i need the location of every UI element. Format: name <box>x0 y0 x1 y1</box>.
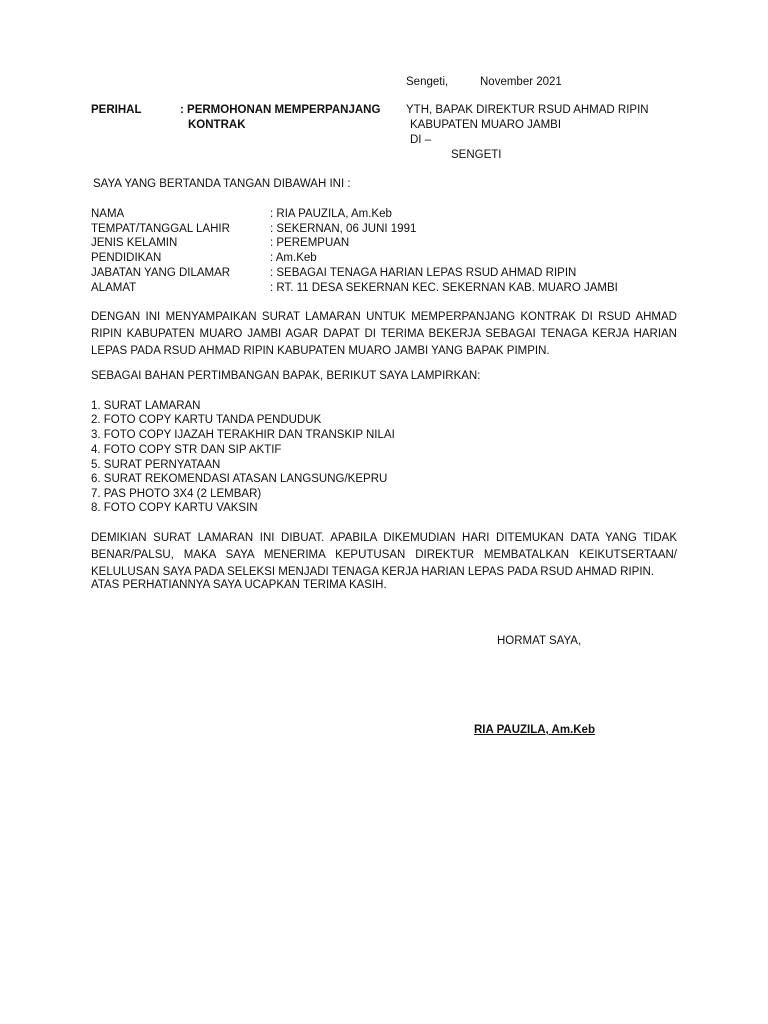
identity-label-gender: JENIS KELAMIN <box>91 237 178 249</box>
identity-value-address: : RT. 11 DESA SEKERNAN KEC. SEKERNAN KAB. MUARO JAMBI <box>270 282 618 294</box>
intro-statement: SAYA YANG BERTANDA TANGAN DIBAWAH INI : <box>93 178 351 190</box>
attachment-item: 5. SURAT PERNYATAAN <box>91 459 221 471</box>
letter-place: Sengeti, <box>406 76 449 88</box>
identity-label-address: ALAMAT <box>91 282 137 294</box>
subject-line-1: : PERMOHONAN MEMPERPANJANG <box>180 104 381 116</box>
signature-name: RIA PAUZILA, Am.Keb <box>474 724 595 736</box>
identity-value-position: : SEBAGAI TENAGA HARIAN LEPAS RSUD AHMAD RIPIN <box>270 267 577 279</box>
recipient-line-1: YTH, BAPAK DIREKTUR RSUD AHMAD RIPIN <box>406 104 649 116</box>
identity-label-birth: TEMPAT/TANGGAL LAHIR <box>91 223 230 235</box>
attachment-item: 8. FOTO COPY KARTU VAKSIN <box>91 502 258 514</box>
subject-line-2: KONTRAK <box>188 119 246 131</box>
identity-label-position: JABATAN YANG DILAMAR <box>91 267 231 279</box>
body-paragraph-1: DENGAN INI MENYAMPAIKAN SURAT LAMARAN UNTUK MEMPERPANJANG KONTRAK DI RSUD AHMAD RIPIN KABUPATEN MUARO JAMBI AGAR DAPAT DI TERIMA BEKERJA SEBAGAI TENAGA KERJA HARIAN LEPAS PADA RSUD AHMAD RIPIN KABUPATEN MUARO JAMBI YANG BAPAK PIMPIN. <box>91 311 677 357</box>
attachments-intro: SEBAGAI BAHAN PERTIMBANGAN BAPAK, BERIKUT SAYA LAMPIRKAN: <box>91 370 481 382</box>
attachment-item: 1. SURAT LAMARAN <box>91 400 201 412</box>
attachment-item: 6. SURAT REKOMENDASI ATASAN LANGSUNG/KEPRU <box>91 473 388 485</box>
attachment-item: 3. FOTO COPY IJAZAH TERAKHIR DAN TRANSKIP NILAI <box>91 429 395 441</box>
identity-label-name: NAMA <box>91 208 125 220</box>
recipient-line-4: SENGETI <box>451 149 502 161</box>
letter-date: November 2021 <box>480 76 562 88</box>
identity-value-education: : Am.Keb <box>270 252 317 264</box>
closing-thanks: ATAS PERHATIANNYA SAYA UCAPKAN TERIMA KASIH. <box>91 579 387 591</box>
attachment-item: 2. FOTO COPY KARTU TANDA PENDUDUK <box>91 414 322 426</box>
subject-label: PERIHAL <box>91 104 142 116</box>
identity-label-education: PENDIDIKAN <box>91 252 162 264</box>
attachment-item: 4. FOTO COPY STR DAN SIP AKTIF <box>91 444 282 456</box>
attachment-item: 7. PAS PHOTO 3X4 (2 LEMBAR) <box>91 488 262 500</box>
recipient-line-3: DI – <box>410 134 432 146</box>
identity-value-name: : RIA PAUZILA, Am.Keb <box>270 208 392 220</box>
recipient-line-2: KABUPATEN MUARO JAMBI <box>410 119 562 131</box>
identity-value-birth: : SEKERNAN, 06 JUNI 1991 <box>270 223 417 235</box>
identity-value-gender: : PEREMPUAN <box>270 237 350 249</box>
signature-salutation: HORMAT SAYA, <box>497 635 582 647</box>
closing-paragraph: DEMIKIAN SURAT LAMARAN INI DIBUAT. APABILA DIKEMUDIAN HARI DITEMUKAN DATA YANG TIDAK BENAR/PALSU, MAKA SAYA MENERIMA KEPUTUSAN DIREKTUR MEMBATALKAN KEIKUTSERTAAN/ KELULUSAN SAYA PADA SELEKSI MENJADI TENAGA KERJA HARIAN LEPAS PADA RSUD AHMAD RIPIN. <box>91 532 677 578</box>
